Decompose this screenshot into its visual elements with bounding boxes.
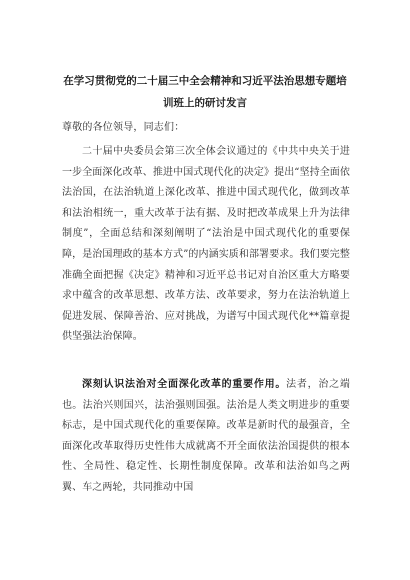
salutation: 尊敬的各位领导，同志们：	[62, 122, 185, 133]
body-paragraph-1: 二十届中央委员会第三次全体会议通过的《中共中央关于进一步全面深化改革、推进中国式现代化的决定》提出“坚持全面依法治国，在法治轨道上深化改革、推进中国式现代化，做到改革和法治相统一，重大改革于法有据、及时把改革成果上升为法律制度”，全面总结和深刻阐明了“法治是中国式现代化的重要保障，是治国理政的基本方式”的内涵实质和部署要求。我们要完整准确全面把握《决定》精神和习近平总书记对自治区重大方略要求中蕴含的改革思想、改革方法、改革要求，努力在法治轨道上促进发展、保障善治、应对挑战，为谱写中国式现代化**篇章提供坚强法治保障。	[62, 146, 351, 343]
body-paragraph-2	[62, 375, 350, 499]
document-title: 在学习贯彻党的二十届三中全会精神和习近平法治思想专题培训班上的研讨发言	[63, 75, 347, 109]
section-body-text: 法者，治之端也。法治兴则国兴，法治强则国强。法治是人类文明进步的重要标志，是中国式现代化的重要保障。改革是新时代的最强音，全面深化改革取得历史性伟大成就离不开全面依法治国提供的根本性、全局性、稳定性、长期性制度保障。改革和法治如鸟之两翼、车之两轮，共同推动中国	[62, 379, 350, 493]
section-heading: 深刻认识法治对全面深化改革的重要作用。	[82, 379, 287, 390]
